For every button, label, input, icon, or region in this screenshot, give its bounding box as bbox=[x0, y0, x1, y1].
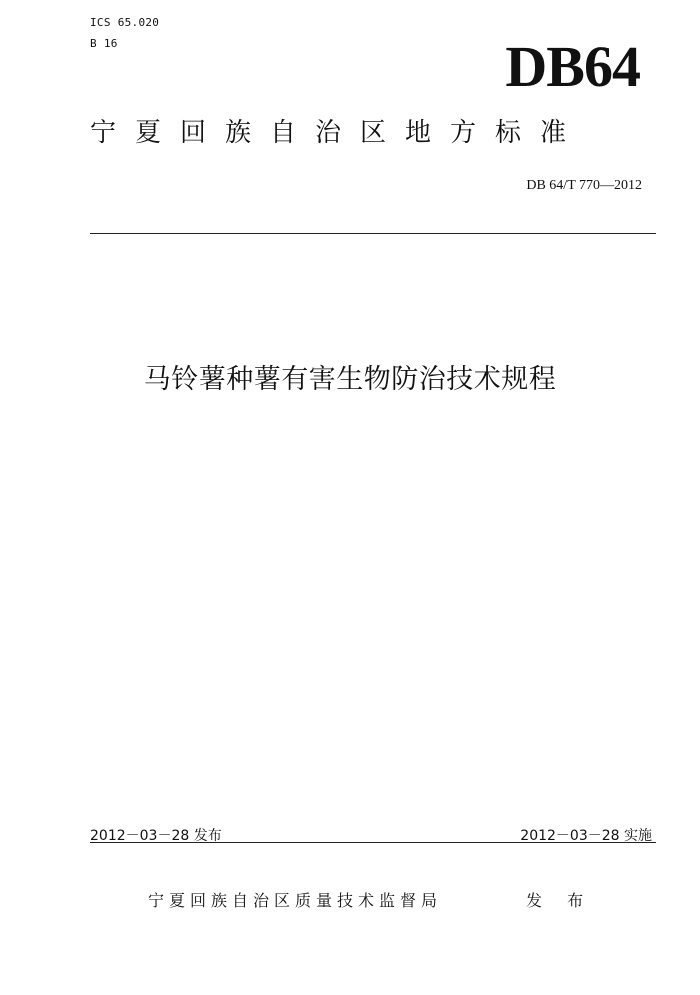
footer-divider bbox=[90, 842, 656, 843]
standard-type-heading: 宁夏回族自治区地方标准 bbox=[90, 118, 586, 148]
standard-mark: DB64 bbox=[505, 34, 640, 99]
header-divider bbox=[90, 233, 656, 234]
publisher: 宁夏回族自治区质量技术监督局 bbox=[148, 891, 443, 910]
ics-code: ICS 65.020 bbox=[90, 16, 160, 29]
implement-date: 2012－03－28 实施 bbox=[520, 828, 652, 844]
publish-date: 2012－03－28 发布 bbox=[90, 828, 222, 844]
standard-number: DB 64/T 770—2012 bbox=[526, 178, 642, 193]
document-title: 马铃薯种薯有害生物防治技术规程 bbox=[143, 364, 557, 395]
classification-code: B 16 bbox=[90, 37, 118, 50]
issue-label: 发 布 bbox=[526, 891, 594, 910]
